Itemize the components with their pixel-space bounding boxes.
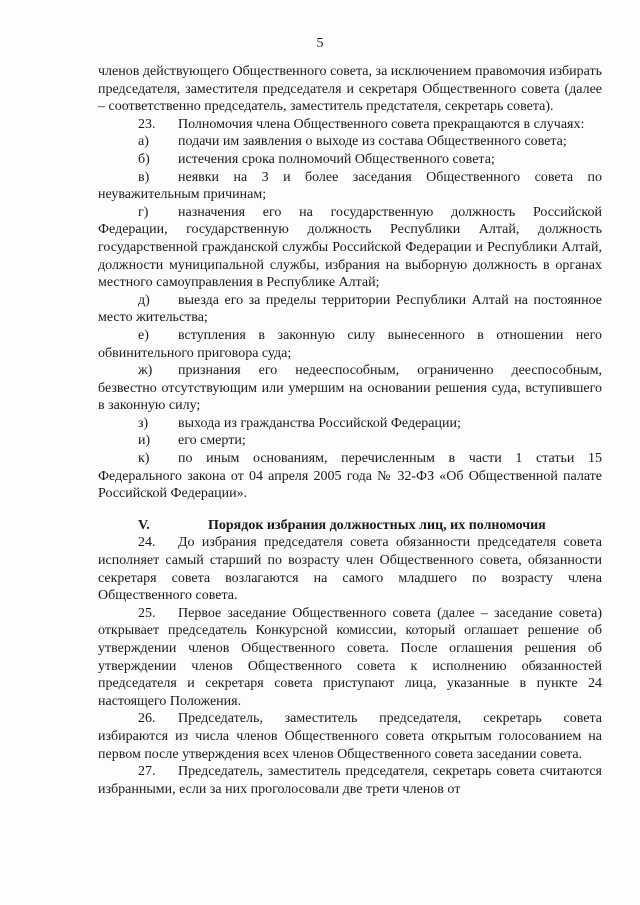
paragraph-number: 27. bbox=[138, 764, 156, 780]
paragraph-26 bbox=[98, 710, 602, 763]
paragraph-text: До избрания председателя совета обязанности председателя совета исполняет самый старший по возрасту член Общественного совета, обязанности секретаря совета возлагаются на самого младшего по возрасту члена Общественного совета. bbox=[98, 535, 602, 604]
list-label: г) bbox=[138, 204, 149, 220]
list-text: неявки на 3 и более заседания Общественного совета по неуважительным причинам; bbox=[98, 169, 602, 203]
list-label: а) bbox=[138, 134, 149, 150]
list-item-a bbox=[98, 133, 602, 151]
list-item-z bbox=[98, 415, 602, 433]
list-text: признания его недееспособным, ограниченно дееспособным, безвестно отсутствующим или умершим на основании решения суда, вступившего в законную силу; bbox=[98, 363, 602, 414]
section-number: V. bbox=[138, 517, 150, 533]
list-label: з) bbox=[138, 415, 149, 431]
list-label: к) bbox=[138, 451, 150, 467]
paragraph-24 bbox=[98, 534, 602, 604]
list-label: д) bbox=[138, 292, 150, 308]
paragraph-number: 25. bbox=[138, 605, 156, 621]
list-text: вступления в законную силу вынесенного в отношении него обвинительного приговора суда; bbox=[98, 327, 602, 361]
list-text: по иным основаниям, перечисленным в части 1 статьи 15 Федерального закона от 04 апреля 2005 года № 32-ФЗ «Об Общественной палате Российской Федерации». bbox=[98, 451, 602, 502]
paragraph-text: Председатель, заместитель председателя, секретарь совета считаются избранными, если за них проголосовали две трети членов от bbox=[98, 764, 602, 797]
list-item-d bbox=[98, 292, 602, 327]
list-label: и) bbox=[138, 433, 151, 449]
list-item-k bbox=[98, 450, 602, 503]
paragraph-number: 23. bbox=[138, 116, 156, 132]
paragraph-number: 26. bbox=[138, 711, 156, 727]
paragraph-number: 24. bbox=[138, 535, 156, 551]
list-text: его смерти; bbox=[178, 433, 246, 449]
section-title: Порядок избрания должностных лиц, их полномочия bbox=[208, 517, 546, 533]
paragraph-27 bbox=[98, 763, 602, 798]
page-number: 5 bbox=[316, 36, 324, 51]
list-item-i bbox=[98, 432, 602, 450]
paragraph-continuation: членов действующего Общественного совета, за исключением правомочия избирать председателя, заместителя председателя и секретаря Общественного совета (далее – соответственно председатель, заместитель предстателя, секретарь совета). bbox=[98, 64, 602, 115]
list-item-g bbox=[98, 204, 602, 292]
list-label: в) bbox=[138, 169, 150, 185]
paragraph-text: Полномочия члена Общественного совета прекращаются в случаях: bbox=[178, 116, 585, 132]
list-text: выхода из гражданства Российской Федерации; bbox=[178, 415, 461, 431]
list-text: истечения срока полномочий Общественного совета; bbox=[178, 151, 495, 167]
paragraph-23 bbox=[98, 116, 602, 134]
list-item-e bbox=[98, 327, 602, 362]
list-text: выезда его за пределы территории Республики Алтай на постоянное место жительства; bbox=[98, 292, 602, 326]
paragraph-25 bbox=[98, 605, 602, 711]
list-label: е) bbox=[138, 327, 149, 343]
paragraph-text: Председатель, заместитель председателя, секретарь совета избираются из числа членов Общественного совета открытым голосованием на первом после утверждения всех членов Общественного совета заседании совета. bbox=[98, 711, 602, 762]
list-item-v bbox=[98, 169, 602, 204]
list-label: б) bbox=[138, 151, 150, 167]
list-item-b bbox=[98, 151, 602, 169]
section-heading bbox=[98, 517, 602, 535]
paragraph-text: Первое заседание Общественного совета (далее – заседание совета) открывает председатель Конкурсной комиссии, который оглашает решение об утверждении членов Общественного совета. После оглашения решения об утверждении членов Общественного совета к исполнению обязанностей председателя и секретаря совета приступают лица, указанные в пункте 24 настоящего Положения. bbox=[98, 605, 602, 709]
list-label: ж) bbox=[138, 363, 153, 379]
list-item-zh bbox=[98, 362, 602, 415]
list-text: назначения его на государственную должность Российской Федерации, государственную должность Республики Алтай, должность государственной гражданской службы Российской Федерации и Республики Алтай, должности муниципальной службы, избрания на выборную должность в органах местного самоуправления в Республике Алтай; bbox=[98, 204, 602, 291]
list-text: подачи им заявления о выходе из состава Общественного совета; bbox=[178, 134, 567, 150]
document-body bbox=[98, 63, 602, 798]
